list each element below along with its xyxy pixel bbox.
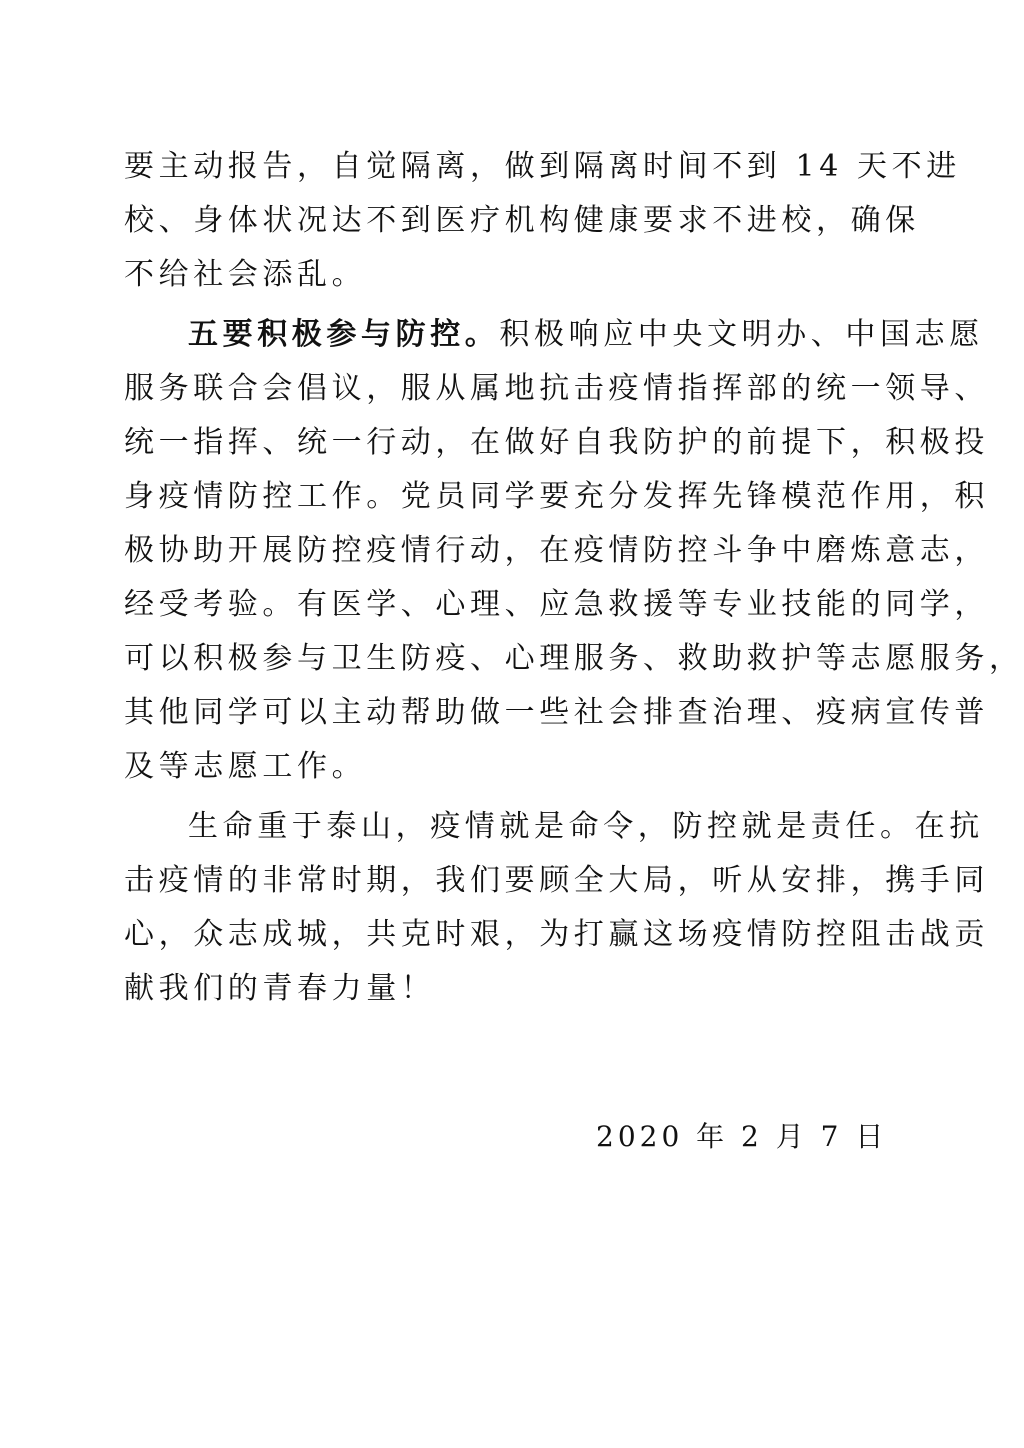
text-line-first — [124, 308, 984, 362]
text-line: 及等志愿工作。 — [124, 749, 367, 784]
text-line: 生命重于泰山，疫情就是命令，防控就是责任。在抗 — [188, 809, 984, 844]
document-body — [124, 140, 1024, 1016]
text-line: 可以积极参与卫生防疫、心理服务、救助救护等志愿服务， — [124, 641, 1024, 676]
text-line: 服务联合会倡议，服从属地抗击疫情指挥部的统一领导、 — [124, 371, 989, 406]
text-line: 校、身体状况达不到医疗机构健康要求不进校，确保 — [124, 203, 920, 238]
text-span: 积极响应中央文明办、中国志愿 — [499, 317, 984, 352]
paragraph-heading: 五要积极参与防控。 — [188, 317, 500, 352]
text-line: 经受考验。有医学、心理、应急救援等专业技能的同学， — [124, 587, 989, 622]
text-line: 击疫情的非常时期，我们要顾全大局，听从安排，携手同 — [124, 863, 989, 898]
paragraph-participate-in-prevention — [124, 308, 1024, 794]
text-line: 心，众志成城，共克时艰，为打赢这场疫情防控阻击战贡 — [124, 917, 989, 952]
text-line: 身疫情防控工作。党员同学要充分发挥先锋模范作用，积 — [124, 479, 989, 514]
text-line: 其他同学可以主动帮助做一些社会排查治理、疫病宣传普 — [124, 695, 989, 730]
paragraph-isolation-requirements — [124, 140, 961, 302]
text-line: 统一指挥、统一行动，在做好自我防护的前提下，积极投 — [124, 425, 989, 460]
paragraph-closing-call — [124, 800, 989, 1016]
document-date: 2020 年 2 月 7 日 — [596, 1120, 888, 1153]
text-line: 要主动报告，自觉隔离，做到隔离时间不到 14 天不进 — [124, 149, 961, 184]
text-line: 极协助开展防控疫情行动，在疫情防控斗争中磨炼意志， — [124, 533, 989, 568]
text-line: 不给社会添乱。 — [124, 257, 367, 292]
text-line: 献我们的青春力量！ — [124, 971, 436, 1006]
